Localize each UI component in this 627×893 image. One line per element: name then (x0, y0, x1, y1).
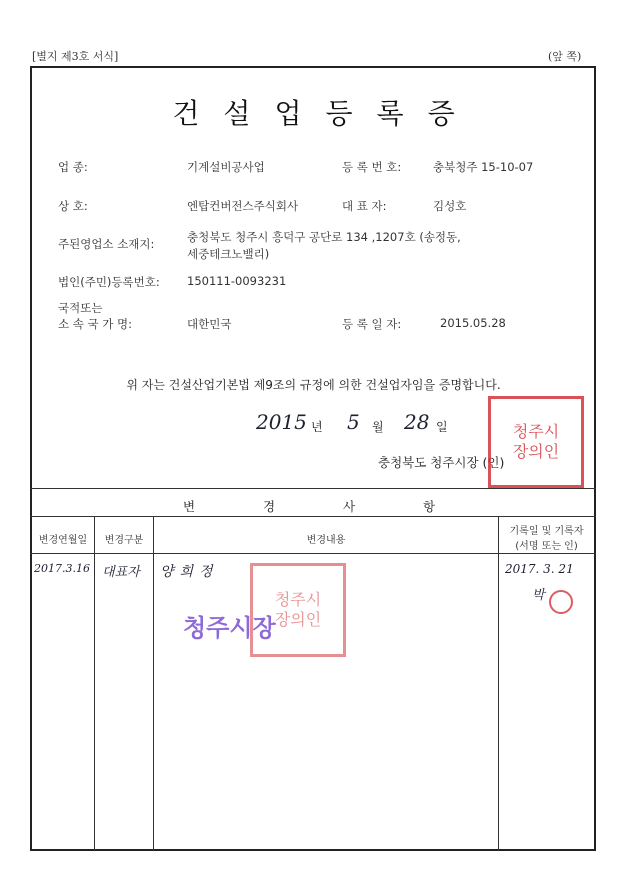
issue-month: 5 (347, 410, 360, 434)
registration-date-value: 2015.05.28 (440, 316, 506, 330)
company-value: 엔탑컨버전스주식회사 (187, 199, 299, 213)
change-row-record-signer: 박 (532, 588, 545, 603)
corporate-number-label: 법인(주민)등록번호: (58, 275, 160, 289)
registration-number-value: 충북청주 15-10-07 (433, 160, 534, 174)
nationality-label-line1: 국적또는 (58, 301, 103, 315)
change-heading-3: 사 (343, 499, 356, 514)
change-heading-2: 경 (263, 499, 276, 514)
representative-label: 대 표 자: (342, 199, 387, 213)
address-line-2: 세중테크노밸리) (187, 247, 270, 261)
col-change-date: 변경연월일 (38, 535, 88, 546)
change-seal-line-1: 청주시 (274, 590, 322, 609)
address-label: 주된영업소 소재지: (58, 237, 155, 251)
change-row-category: 대표자 (102, 565, 140, 580)
issue-year-unit: 년 (311, 420, 323, 434)
address-line-1: 충청북도 청주시 흥덕구 공단로 134 ,1207호 (송정동, (187, 230, 461, 244)
issue-year: 2015 (256, 410, 307, 434)
signer-seal (549, 590, 573, 614)
change-row-record-date: 2017. 3. 21 (505, 562, 574, 576)
issue-day: 28 (404, 410, 430, 434)
registration-date-label: 등 록 일 자: (342, 317, 402, 331)
issuer-name: 충청북도 청주시장 (인) (378, 455, 505, 470)
col-divider-3 (498, 516, 499, 851)
purple-stamp: 청주시장 (183, 614, 276, 642)
col-record-sub: (서명 또는 인) (515, 541, 578, 552)
change-seal-line-2: 장의인 (274, 610, 322, 629)
col-divider-1 (94, 516, 95, 851)
certification-statement: 위 자는 건설산업기본법 제9조의 규정에 의한 건설업자임을 증명합니다. (126, 378, 501, 392)
col-record: 기록일 및 기록자 (509, 526, 584, 537)
industry-label: 업 종: (58, 160, 88, 174)
official-seal (488, 396, 584, 488)
change-heading-4: 항 (423, 499, 436, 514)
col-change-content: 변경내용 (306, 535, 346, 546)
divider-heading (30, 516, 596, 517)
certificate-title: 건설업등록증 (172, 97, 479, 130)
col-change-category: 변경구분 (104, 535, 144, 546)
registration-number-label: 등 록 번 호: (342, 160, 402, 174)
industry-value: 기계설비공사업 (187, 160, 265, 174)
corporate-number-value: 150111-0093231 (187, 274, 287, 288)
divider-columns (30, 553, 596, 554)
form-number: [별지 제3호 서식] (32, 50, 119, 63)
change-row-content: 양희정 (160, 564, 219, 580)
representative-value: 김성호 (433, 199, 467, 213)
company-label: 상 호: (58, 199, 88, 213)
issue-month-unit: 월 (372, 420, 384, 434)
seal-line-1: 청주시 (512, 422, 560, 441)
nationality-label-line2: 소 속 국 가 명: (58, 317, 133, 331)
divider-top (30, 488, 596, 489)
change-row-date: 2017.3.16 (34, 562, 90, 575)
nationality-value: 대한민국 (187, 317, 232, 331)
change-heading-1: 변 (183, 499, 196, 514)
page-side-label: (앞 쪽) (548, 50, 582, 63)
seal-line-2: 장의인 (512, 442, 560, 461)
issue-day-unit: 일 (436, 420, 448, 434)
col-divider-2 (153, 516, 154, 851)
